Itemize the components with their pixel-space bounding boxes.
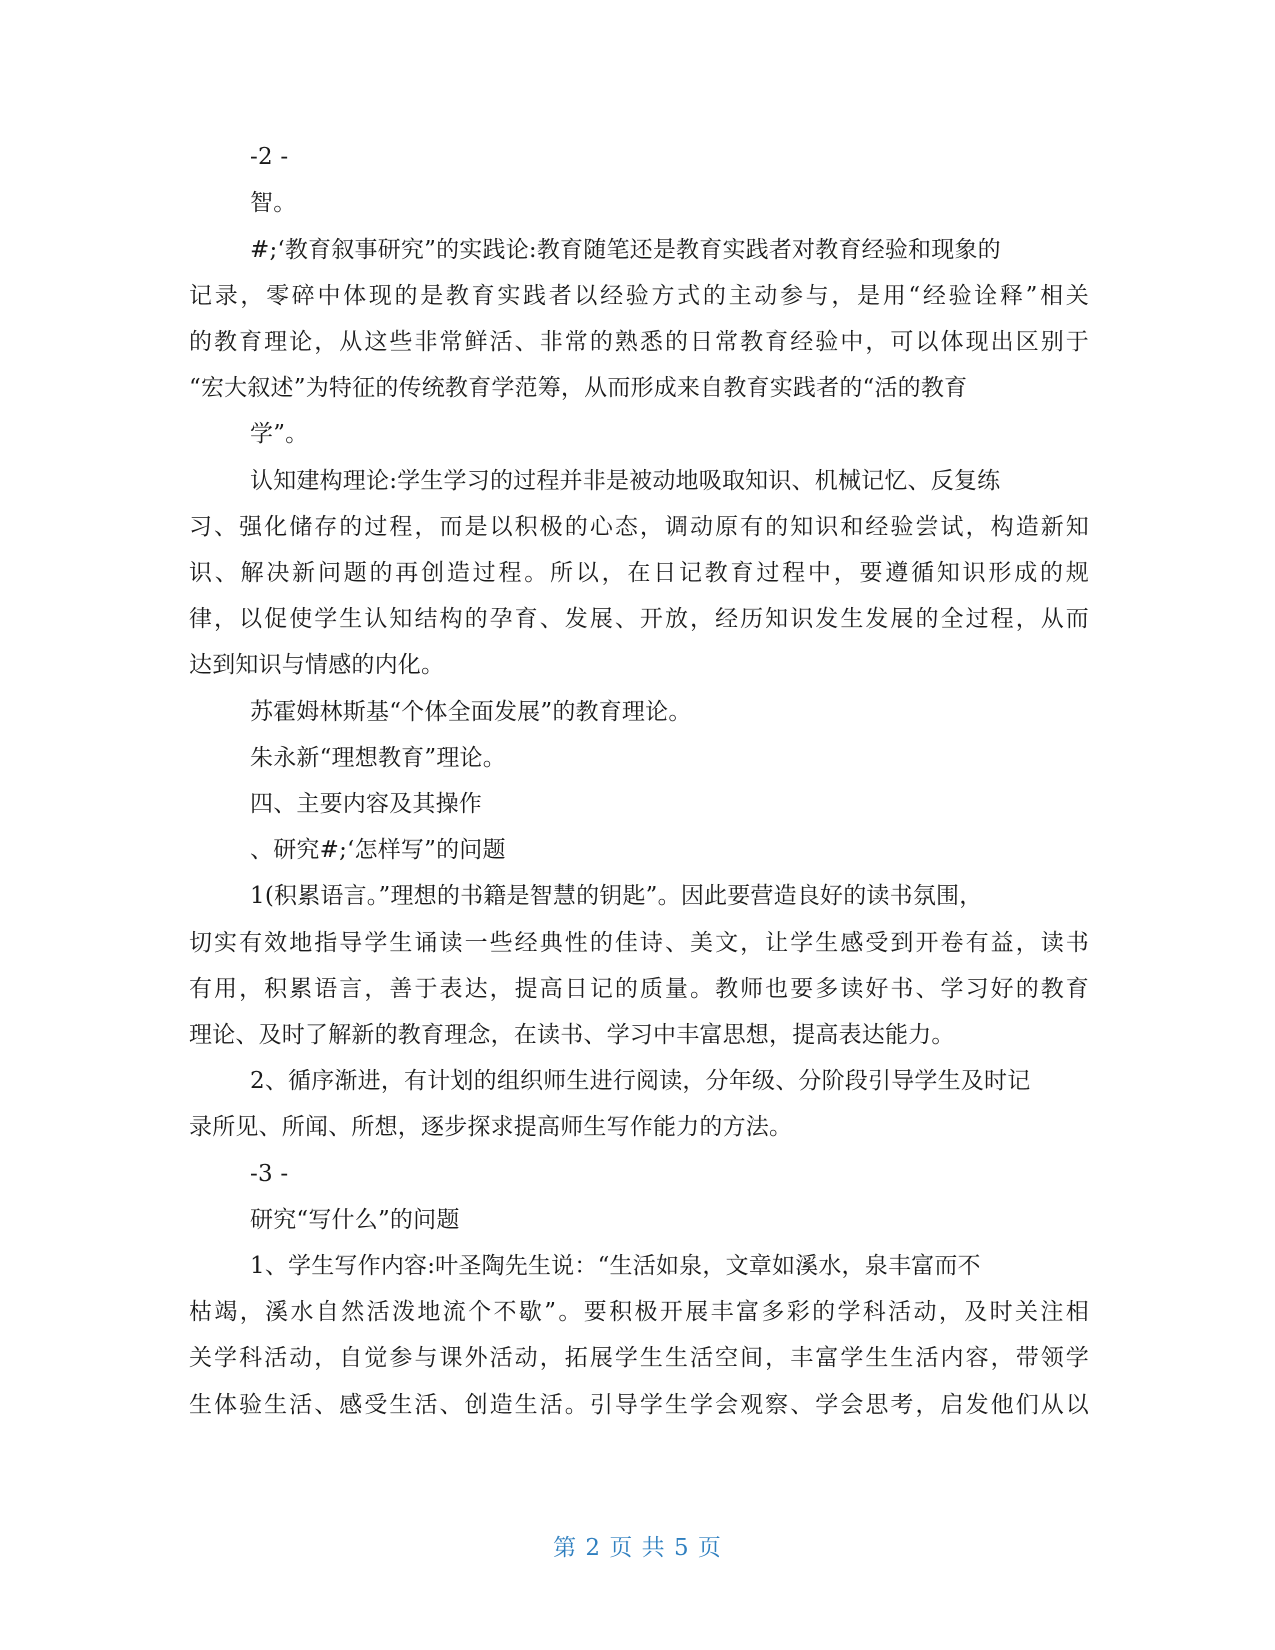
text-line: #;‘教育叙事研究”的实践论:教育随笔还是教育实践者对教育经验和现象的	[250, 237, 1001, 263]
text-line: 生体验生活、感受生活、创造生活。引导学生学会观察、学会思考，启发他们从以	[189, 1392, 1089, 1418]
text-line: 有用，积累语言，善于表达，提高日记的质量。教师也要多读好书、学习好的教育	[189, 976, 1089, 1002]
text-line: 认知建构理论:学生学习的过程并非是被动地吸取知识、机械记忆、反复练	[250, 468, 1001, 494]
text-line: 学”。	[250, 421, 309, 447]
text-line: 的教育理论，从这些非常鲜活、非常的熟悉的日常教育经验中，可以体现出区别于	[189, 329, 1089, 355]
text-line: 记录，零碎中体现的是教育实践者以经验方式的主动参与，是用“经验诠释”相关	[189, 283, 1089, 309]
text-line: 智。	[250, 190, 297, 216]
text-line: 录所见、所闻、所想，逐步探求提高师生写作能力的方法。	[189, 1114, 793, 1140]
text-line: 习、强化储存的过程，而是以积极的心态，调动原有的知识和经验尝试，构造新知	[189, 514, 1089, 540]
page-marker: -3 -	[250, 1161, 289, 1187]
subsection-heading: 、研究#;‘怎样写”的问题	[250, 837, 506, 863]
text-line: 关学科活动，自觉参与课外活动，拓展学生生活空间，丰富学生生活内容，带领学	[189, 1345, 1089, 1371]
text-line: 切实有效地指导学生诵读一些经典性的佳诗、美文，让学生感受到开卷有益，读书	[189, 930, 1089, 956]
text-line: 理论、及时了解新的教育理念，在读书、学习中丰富思想，提高表达能力。	[189, 1022, 955, 1048]
page-marker: -2 -	[250, 144, 289, 170]
text-line: 枯竭，溪水自然活泼地流个不歇”。要积极开展丰富多彩的学科活动，及时关注相	[189, 1299, 1089, 1325]
text-line: 朱永新“理想教育”理论。	[250, 745, 506, 771]
page-footer: 第 2 页 共 5 页	[553, 1535, 722, 1561]
text-line: 律，以促使学生认知结构的孕育、发展、开放，经历知识发生发展的全过程，从而	[189, 606, 1089, 632]
text-line: 1、学生写作内容:叶圣陶先生说：“生活如泉，文章如溪水，泉丰富而不	[250, 1253, 981, 1279]
text-line: 2、循序渐进，有计划的组织师生进行阅读，分年级、分阶段引导学生及时记	[250, 1068, 1031, 1094]
text-line: 苏霍姆林斯基“个体全面发展”的教育理论。	[250, 699, 692, 725]
text-line: 达到知识与情感的内化。	[189, 652, 445, 678]
text-line: 1(积累语言。”理想的书籍是智慧的钥匙”。因此要营造良好的读书氛围，	[250, 883, 983, 909]
section-heading: 四、主要内容及其操作	[250, 791, 482, 817]
text-line: “宏大叙述”为特征的传统教育学范筹，从而形成来自教育实践者的“活的教育	[189, 375, 968, 401]
text-line: 识、解决新问题的再创造过程。所以，在日记教育过程中，要遵循知识形成的规	[189, 560, 1089, 586]
subsection-heading: 研究“写什么”的问题	[250, 1207, 460, 1233]
